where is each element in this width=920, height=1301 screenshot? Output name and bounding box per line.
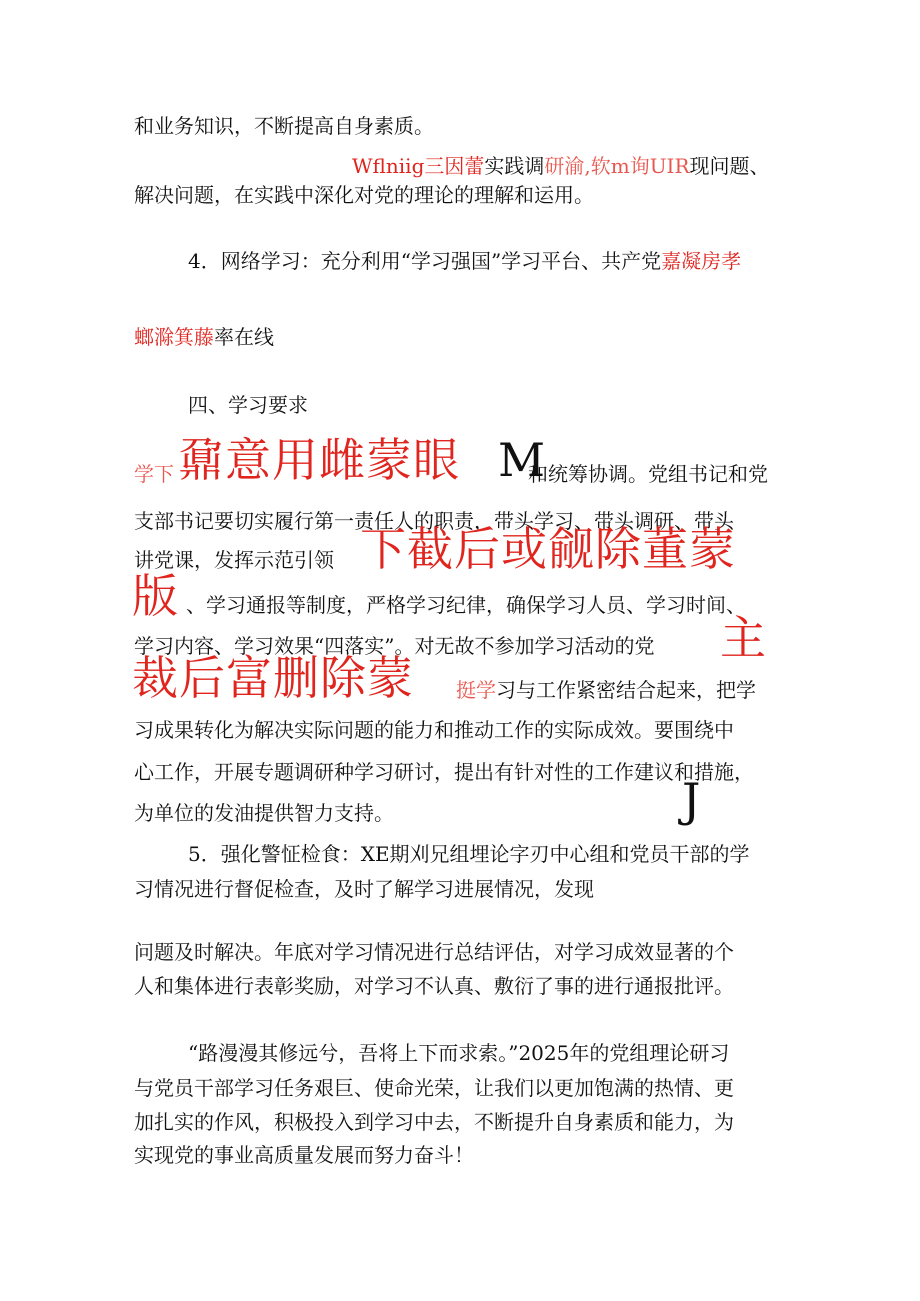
body-text: 4．网络学习：充分利用“学习强国”学习平台、共产党 — [188, 249, 662, 273]
paragraph-line: 5．强化警怔检食：XE期刈兄组埋论字刃中心组和党员干部的学 — [188, 842, 750, 866]
paragraph-line: “路漫漫其修远兮，吾将上下而求索。”2025年的党组理论研习 — [188, 1041, 730, 1065]
body-text: 习与工作紧密结合起来，把学 — [496, 678, 756, 702]
paragraph-line: 和业务知识，不断提高自身素质。 — [134, 114, 434, 138]
paragraph-line — [352, 154, 770, 178]
paragraph-line — [134, 325, 274, 349]
garbled-red-text: 挺学 — [456, 678, 496, 702]
section-heading: 四、学习要求 — [188, 393, 308, 417]
paragraph-line: 和统筹协调。党组书记和党 — [528, 462, 768, 486]
paragraph-line: 、学习通报等制度，严格学习纪律，确保学习人员、学习时间、 — [186, 593, 746, 617]
paragraph-line: 心工作，开展专题调研种学习研讨，提出有针对性的工作建议和措施， — [134, 760, 754, 784]
paragraph-line: 习成果转化为解决实际问题的能力和推动工作的实际成效。要围绕中 — [134, 718, 734, 742]
body-text: 率在线 — [214, 325, 274, 349]
watermark-overlay-text: 裁后富删除蒙 — [132, 651, 414, 705]
watermark-overlay-text: 主 — [720, 611, 767, 665]
paragraph-line: 加扎实的作风，积极投入到学习中去，不断提升自身素质和能力，为 — [134, 1110, 734, 1134]
paragraph-line — [188, 249, 741, 273]
watermark-overlay-text: 鼐意用雌蒙眼 — [178, 433, 460, 487]
garbled-red-text: 学下 — [134, 462, 174, 486]
watermark-overlay-text: 版 — [132, 569, 179, 623]
body-text: 实践调 — [484, 154, 545, 178]
garbled-red-text: 螂滁箕藤 — [134, 325, 214, 349]
garbled-red-text: 嘉凝房孝 — [661, 249, 742, 273]
paragraph-line: 习情况进行督促检查，及时了解学习进展情况，发现 — [134, 877, 594, 901]
paragraph-line: 支部书记要切实履行第一责任人的职责，带头学习、带头调研、带头 — [134, 509, 734, 533]
garbled-red-text: 研渝,软m询UIR — [544, 154, 690, 178]
overlay-glyph: J — [682, 773, 701, 827]
paragraph-line — [456, 678, 756, 702]
paragraph-line: 解决问题，在实践中深化对党的理论的理解和运用。 — [134, 183, 594, 207]
body-text: 现问题、 — [689, 154, 770, 178]
paragraph-line: 实现党的事业高质量发展而努力奋斗！ — [134, 1143, 474, 1167]
paragraph-line: 人和集体进行表彰奖励，对学习不认真、敷衍了事的进行通报批评。 — [134, 974, 734, 998]
paragraph-line: 为单位的发油提供智力支持。 — [134, 801, 394, 825]
overlay-glyph: M — [498, 433, 546, 487]
paragraph-line: 问题及时解决。年底对学习情况进行总结评估，对学习成效显著的个 — [134, 940, 734, 964]
paragraph-line: 讲党课，发挥示范引领 — [134, 548, 334, 572]
garbled-red-text: Wflniig三因蕾 — [352, 154, 485, 178]
paragraph-line: 学习内容、学习效果“四落实”。对无故不参加学习活动的党 — [134, 634, 655, 658]
watermark-overlay-text: 下截后或觎除董蒙 — [360, 522, 736, 576]
paragraph-line: 与党员干部学习任务艰巨、使命光荣，让我们以更加饱满的热情、更 — [134, 1076, 734, 1100]
